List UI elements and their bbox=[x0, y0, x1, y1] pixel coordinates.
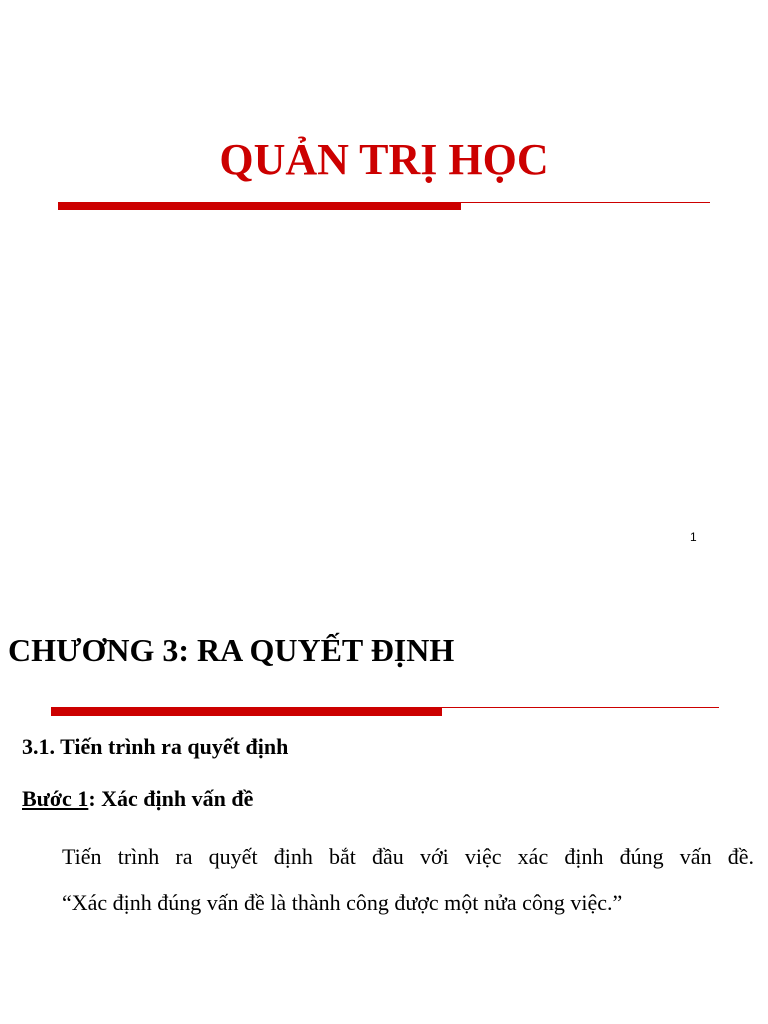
step-label: Bước 1 bbox=[22, 786, 89, 811]
body-line-1: Tiến trình ra quyết định bắt đầu với việc xác định đúng vấn đề. bbox=[62, 844, 754, 869]
page-number: 1 bbox=[690, 530, 697, 544]
body-paragraph bbox=[62, 834, 754, 926]
body-line-2: “Xác định đúng vấn đề là thành công được một nửa công việc.” bbox=[62, 890, 623, 915]
main-title: QUẢN TRỊ HỌC bbox=[219, 135, 549, 184]
chapter-rule-thin bbox=[442, 707, 719, 708]
slide-2 bbox=[0, 560, 768, 1024]
step-heading bbox=[22, 784, 253, 814]
section-heading: 3.1. Tiến trình ra quyết định bbox=[22, 734, 289, 759]
title-rule-thick bbox=[58, 202, 461, 210]
chapter-rule-thick bbox=[51, 707, 442, 716]
chapter-title: CHƯƠNG 3: RA QUYẾT ĐỊNH bbox=[8, 632, 455, 668]
step-title: : Xác định vấn đề bbox=[88, 786, 254, 811]
title-rule-thin bbox=[461, 202, 710, 203]
